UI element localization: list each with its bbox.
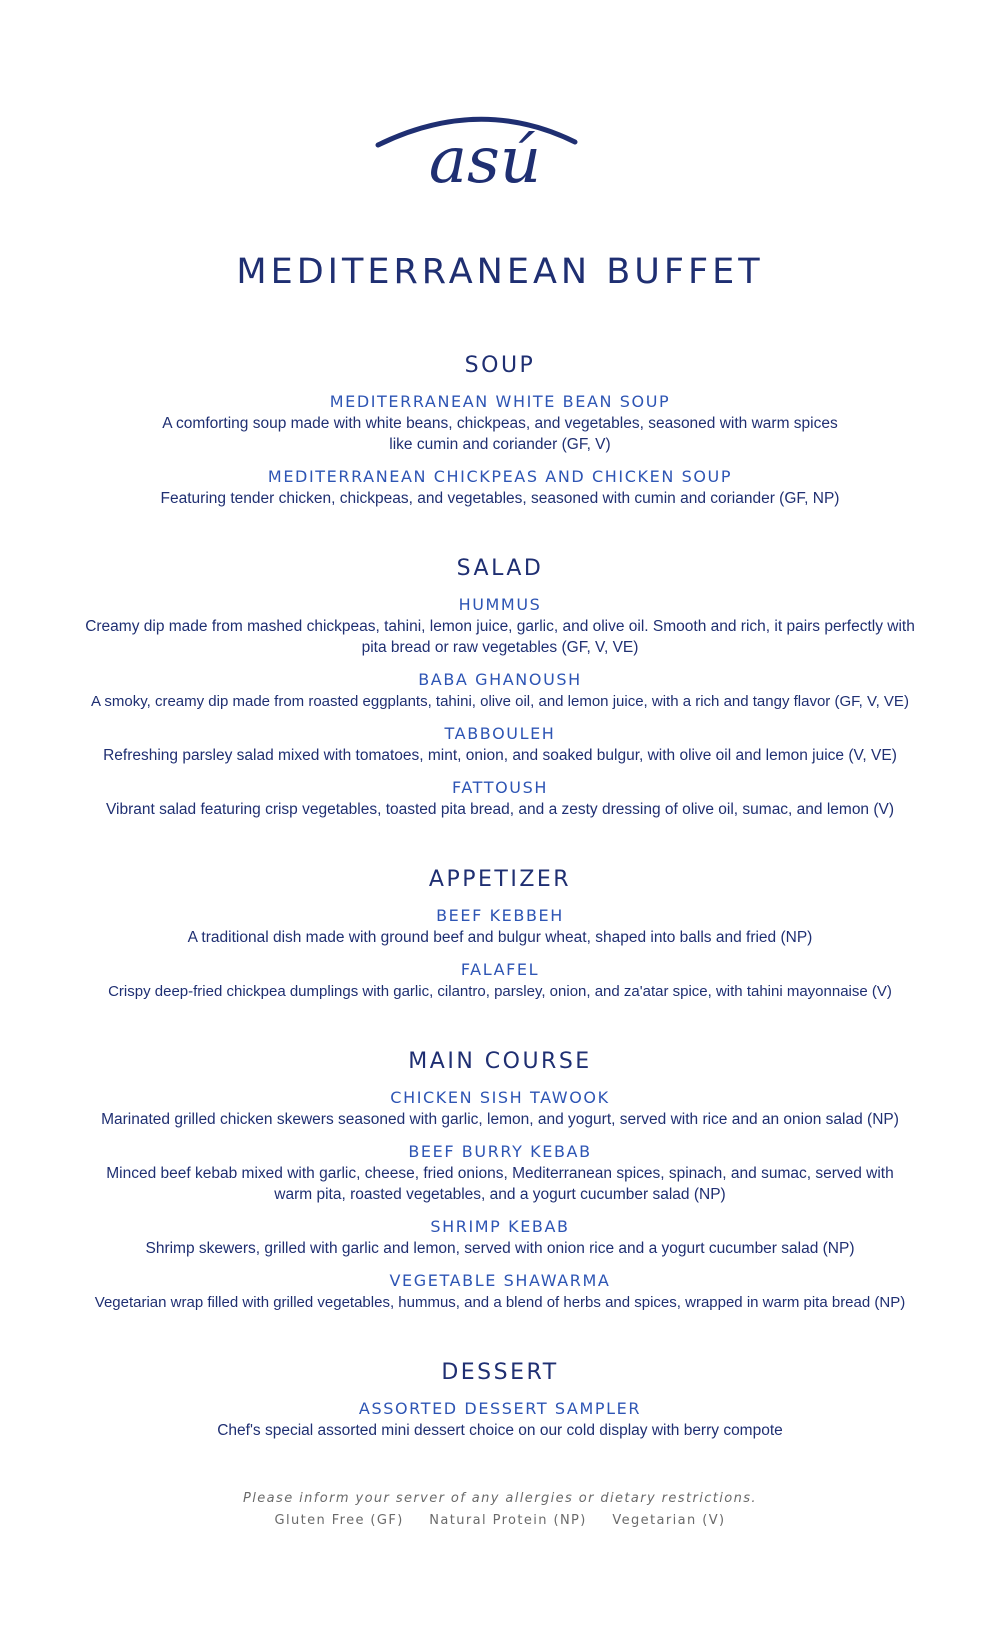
item-name: HUMMUS	[458, 595, 542, 614]
section-title: SOUP	[464, 353, 536, 378]
menu-item	[0, 1271, 1000, 1313]
menu-item	[0, 778, 1000, 820]
section-salad	[0, 555, 1000, 820]
item-name: FALAFEL	[460, 960, 540, 979]
footer	[0, 1488, 1000, 1532]
menu-item	[0, 960, 1000, 1002]
menu-item	[0, 467, 1000, 509]
item-description: A comforting soup made with white beans, chickpeas, and vegetables, seasoned with warm spices like cumin and coriander (GF, V)	[162, 415, 838, 453]
item-description: Creamy dip made from mashed chickpeas, tahini, lemon juice, garlic, and olive oil. Smooth and rich, it pairs perfectly with pita bread or raw vegetables (GF, V, VE)	[85, 618, 915, 656]
item-description: Chef's special assorted mini dessert choice on our cold display with berry compote	[217, 1422, 783, 1439]
section-title: MAIN COURSE	[408, 1049, 592, 1074]
item-description: Shrimp skewers, grilled with garlic and lemon, served with onion rice and a yogurt cucumber salad (NP)	[145, 1240, 855, 1257]
item-description: Featuring tender chicken, chickpeas, and vegetables, seasoned with cumin and coriander (GF, NP)	[160, 490, 840, 507]
page-title: MEDITERRANEAN BUFFET	[236, 252, 764, 292]
legend-natural-protein: Natural Protein (NP)	[429, 1513, 587, 1528]
legend-vegetarian: Vegetarian (V)	[612, 1513, 726, 1528]
menu-item	[0, 392, 1000, 455]
menu-body	[0, 352, 1000, 1487]
restaurant-logo	[370, 100, 610, 200]
menu-item	[0, 1399, 1000, 1441]
section-title: APPETIZER	[428, 867, 572, 892]
section-main-course	[0, 1048, 1000, 1313]
item-description: A smoky, creamy dip made from roasted eggplants, tahini, olive oil, and lemon juice, with a rich and tangy flavor (GF, V, VE)	[91, 693, 909, 710]
item-description: Vibrant salad featuring crisp vegetables, toasted pita bread, and a zesty dressing of olive oil, sumac, and lemon (V)	[105, 801, 895, 818]
section-soup	[0, 352, 1000, 509]
menu-item	[0, 670, 1000, 712]
menu-item	[0, 906, 1000, 948]
menu-item	[0, 724, 1000, 766]
section-title: DESSERT	[441, 1360, 559, 1385]
menu-item	[0, 595, 1000, 658]
item-name: BEEF BURRY KEBAB	[408, 1142, 592, 1161]
item-name: ASSORTED DESSERT SAMPLER	[358, 1399, 642, 1418]
menu-item	[0, 1142, 1000, 1205]
item-description: Refreshing parsley salad mixed with tomatoes, mint, onion, and soaked bulgur, with olive oil and lemon juice (V, VE)	[103, 747, 897, 764]
menu-item	[0, 1088, 1000, 1130]
item-description: Minced beef kebab mixed with garlic, cheese, fried onions, Mediterranean spices, spinach, and sumac, served with warm pita, roasted vegetables, and a yogurt cucumber salad (NP)	[106, 1165, 894, 1203]
dietary-legend	[0, 1510, 1000, 1532]
item-name: MEDITERRANEAN WHITE BEAN SOUP	[329, 392, 671, 411]
item-name: BEEF KEBBEH	[436, 906, 564, 925]
item-name: VEGETABLE SHAWARMA	[389, 1271, 611, 1290]
section-title: SALAD	[456, 556, 544, 581]
item-name: BABA GHANOUSH	[418, 670, 582, 689]
allergy-note: Please inform your server of any allergies or dietary restrictions.	[243, 1491, 757, 1506]
item-name: TABBOULEH	[444, 724, 556, 743]
item-description: Marinated grilled chicken skewers seasoned with garlic, lemon, and yogurt, served with rice and an onion salad (NP)	[101, 1111, 899, 1128]
item-name: FATTOUSH	[452, 778, 548, 797]
item-name: CHICKEN SISH TAWOOK	[390, 1088, 610, 1107]
item-description: Crispy deep-fried chickpea dumplings with garlic, cilantro, parsley, onion, and za'atar spice, with tahini mayonnaise (V)	[108, 983, 892, 1000]
item-name: MEDITERRANEAN CHICKPEAS AND CHICKEN SOUP	[267, 467, 733, 486]
section-dessert	[0, 1359, 1000, 1441]
section-appetizer	[0, 866, 1000, 1002]
item-description: A traditional dish made with ground beef and bulgur wheat, shaped into balls and fried (NP)	[187, 929, 813, 946]
item-name: SHRIMP KEBAB	[430, 1217, 570, 1236]
item-description: Vegetarian wrap filled with grilled vegetables, hummus, and a blend of herbs and spices, wrapped in warm pita bread (NP)	[94, 1294, 906, 1311]
menu-item	[0, 1217, 1000, 1259]
legend-gluten-free: Gluten Free (GF)	[274, 1513, 404, 1528]
logo-wordmark: asú	[428, 124, 542, 198]
